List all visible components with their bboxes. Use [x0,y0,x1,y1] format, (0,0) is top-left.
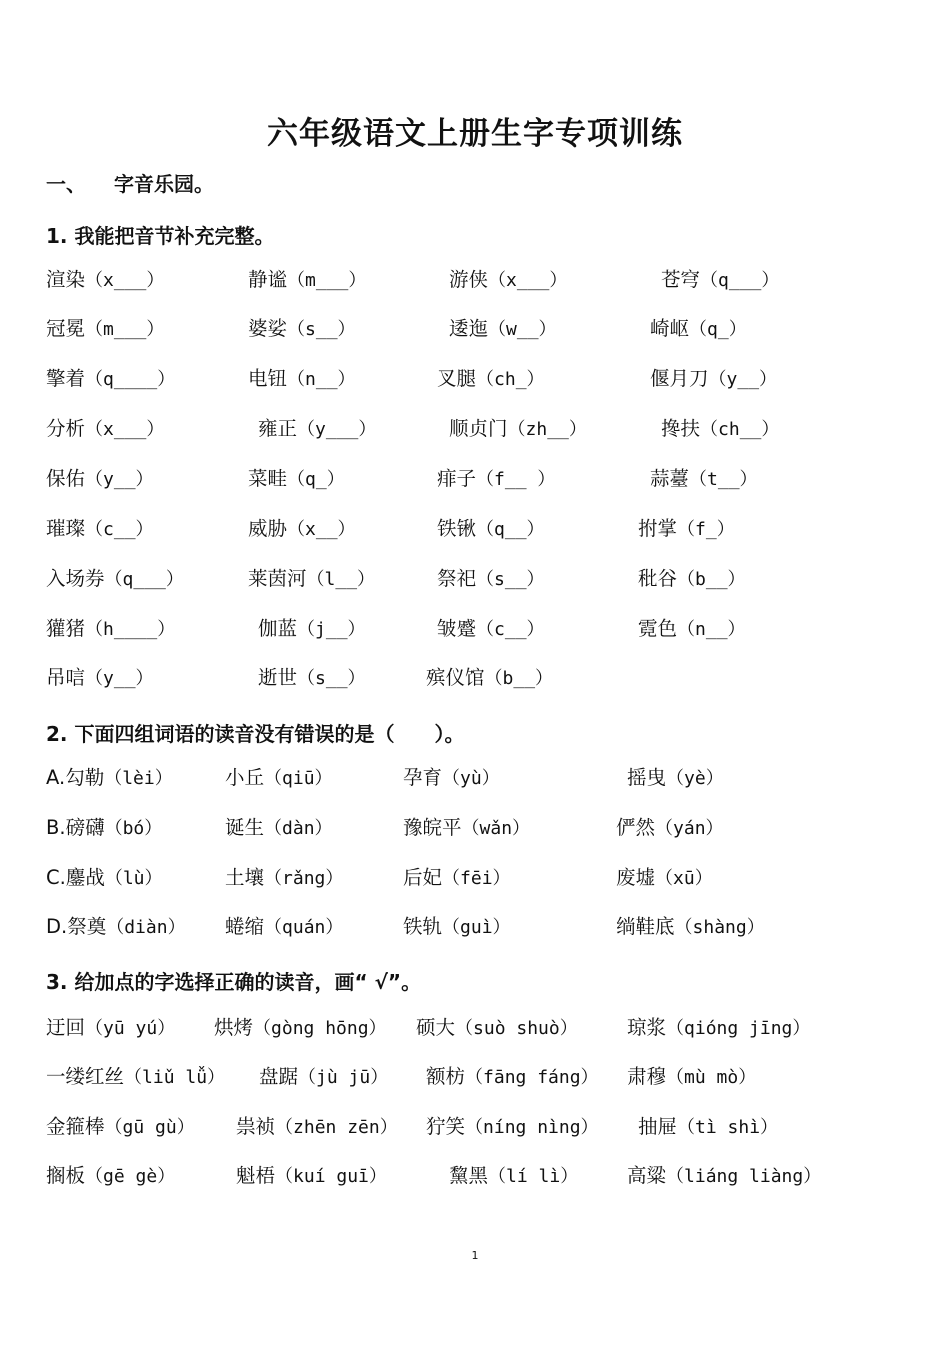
section-heading [46,168,214,197]
word-item [46,1013,175,1044]
word-text: 莱茵河 [248,567,307,590]
pinyin-hint: （x__） [287,519,356,540]
word-item [403,912,511,943]
pinyin-hint: （yán） [655,818,724,839]
list-item [0,763,950,793]
word-item [650,314,747,345]
word-item [46,314,164,345]
word-text: 琼浆 [627,1016,667,1039]
word-item [403,863,511,894]
pinyin-hint: （tì shì） [677,1117,779,1138]
word-item [248,464,345,495]
list-item [0,813,950,843]
list-item [0,514,950,544]
pinyin-hint: （y___） [297,419,377,440]
word-text: 搀扶 [661,417,701,440]
word-text: 豫皖平 [403,816,462,839]
pinyin-hint: （suò shuò） [455,1018,578,1039]
pinyin-hint: （níng nìng） [465,1117,599,1138]
pinyin-hint: （gòng hōng） [253,1018,387,1039]
word-item [46,1062,225,1093]
word-text: 婆娑 [248,317,288,340]
word-item [627,1062,756,1093]
word-item [258,663,366,694]
word-text: B.磅礴 [46,816,105,839]
word-item [248,514,356,545]
word-item [46,265,164,296]
word-text: D.祭奠 [46,915,107,938]
section-label: 字音乐园。 [114,172,214,196]
word-item [214,1013,387,1044]
word-text: 逶迤 [449,317,489,340]
list-item [0,1062,950,1092]
pinyin-hint: （b__） [484,668,554,689]
question-2-heading: 2. 下面四组词语的读音没有错误的是（ ）。 [46,722,465,746]
word-text: 威胁 [248,517,288,540]
word-item [46,912,186,943]
word-text: 游侠 [449,268,489,291]
pinyin-hint: （m___） [287,270,367,291]
word-item [650,364,777,395]
word-item [616,813,724,844]
pinyin-hint: （y__） [85,668,154,689]
word-item [248,265,366,296]
word-item [627,763,724,794]
word-item [616,863,713,894]
pinyin-hint: （m___） [85,319,165,340]
word-item [259,1062,388,1093]
question-3-heading: 3. 给加点的字选择正确的读音，画“ √”。 [46,970,422,994]
word-item [46,564,184,595]
word-item [46,663,154,694]
pinyin-hint: （y__） [708,369,778,390]
word-text: 绱鞋底 [616,915,675,938]
pinyin-hint: （x___） [488,270,568,291]
pinyin-hint: （qiū） [264,768,333,789]
word-text: 菜畦 [248,467,288,490]
pinyin-hint: （dàn） [264,818,333,839]
word-item [46,813,162,844]
pinyin-hint: （q___） [104,569,184,590]
word-text: 祟祯 [236,1115,276,1138]
word-item [225,863,343,894]
pinyin-hint: （gū gù） [104,1117,195,1138]
pinyin-hint: （b__） [677,569,746,590]
word-text: 吊唁 [46,666,86,689]
list-item [0,464,950,494]
pinyin-hint: （j__） [297,619,366,640]
list-item [0,663,950,693]
word-text: 皱蹙 [437,617,477,640]
word-text: 秕谷 [638,567,678,590]
word-item [426,1112,599,1143]
word-text: 保佑 [46,467,86,490]
pinyin-hint: （s__） [297,668,366,689]
pinyin-hint: （fāng fáng） [465,1067,599,1088]
word-text: 小丘 [225,766,265,789]
list-item [0,414,950,444]
word-item [638,514,735,545]
word-text: 铁锹 [437,517,477,540]
pinyin-hint: （fēi） [442,868,511,889]
word-item [437,614,545,645]
word-item [437,514,545,545]
word-item [426,1062,599,1093]
word-text: 俨然 [616,816,656,839]
word-item [449,265,567,296]
word-item [437,364,545,395]
word-text: 诞生 [225,816,265,839]
pinyin-hint: （n__） [287,369,356,390]
pinyin-hint: （y__） [85,469,154,490]
word-item [225,813,333,844]
pinyin-hint: （rǎng） [264,868,344,889]
word-item [258,414,376,445]
word-text: 伽蓝 [258,617,298,640]
list-item [0,265,950,295]
pinyin-hint: （kuí guī） [275,1166,387,1187]
word-text: 痱子 [437,467,477,490]
list-item [0,863,950,893]
pinyin-hint: （shàng） [674,917,765,938]
word-item [46,1112,195,1143]
word-text: 霓色 [638,617,678,640]
word-item [46,763,173,794]
list-item [0,314,950,344]
pinyin-hint: （lí lì） [488,1166,579,1187]
word-text: 蜷缩 [225,915,265,938]
word-text: 废墟 [616,866,656,889]
pinyin-hint: （x___） [85,270,165,291]
word-item [46,414,164,445]
word-text: 分析 [46,417,86,440]
word-text: 一缕红丝 [46,1065,125,1088]
word-item [46,464,154,495]
pinyin-hint: （wǎn） [461,818,531,839]
word-item [248,564,375,595]
word-item [236,1112,398,1143]
word-item [638,1112,778,1143]
word-item [661,265,779,296]
list-item [0,1112,950,1142]
word-text: A.勾勒 [46,766,105,789]
word-item [225,763,333,794]
word-item [426,663,553,694]
pinyin-hint: （zh__） [507,419,587,440]
word-text: 电钮 [248,367,288,390]
pinyin-hint: （lèi） [104,768,173,789]
word-item [661,414,779,445]
word-text: 黧黑 [449,1164,489,1187]
word-item [449,314,557,345]
word-text: 搁板 [46,1164,86,1187]
word-text: 擎着 [46,367,86,390]
pinyin-hint: （yù） [442,768,500,789]
word-text: 孕育 [403,766,443,789]
word-text: 高粱 [627,1164,667,1187]
word-text: 后妃 [403,866,443,889]
list-item [0,364,950,394]
pinyin-hint: （t__） [689,469,758,490]
word-text: 逝世 [258,666,298,689]
pinyin-hint: （q_） [689,319,747,340]
word-item [627,1013,810,1044]
word-text: 烘烤 [214,1016,254,1039]
pinyin-hint: （lù） [104,868,163,889]
pinyin-hint: （f_） [677,519,735,540]
word-text: 狞笑 [426,1115,466,1138]
word-item [403,763,500,794]
pinyin-hint: （c__） [85,519,154,540]
pinyin-hint: （x___） [85,419,165,440]
word-text: 冠冕 [46,317,86,340]
pinyin-hint: （guì） [442,917,511,938]
word-item [616,912,765,943]
pinyin-hint: （q___） [700,270,780,291]
word-text: 魁梧 [236,1164,276,1187]
word-text: 渲染 [46,268,86,291]
pinyin-hint: （ch_） [476,369,545,390]
word-text: 崎岖 [650,317,690,340]
pinyin-hint: （q____） [85,369,176,390]
pinyin-hint: （s__） [287,319,356,340]
pinyin-hint: （qióng jīng） [666,1018,811,1039]
pinyin-hint: （jù jū） [298,1067,389,1088]
word-text: 蒜薹 [650,467,690,490]
list-item [0,1161,950,1191]
pinyin-hint: （yè） [666,768,724,789]
word-item [449,1161,578,1192]
word-text: 獾猪 [46,617,86,640]
pinyin-hint: （h____） [85,619,176,640]
word-item [46,1161,175,1192]
list-item [0,614,950,644]
word-item [650,464,758,495]
page-number: 1 [471,1249,479,1262]
page-title: 六年级语文上册生字专项训练 [267,116,683,152]
pinyin-hint: （mù mò） [666,1067,757,1088]
word-text: 额枋 [426,1065,466,1088]
pinyin-hint: （f__ ） [476,469,556,490]
pinyin-hint: （quán） [264,917,344,938]
pinyin-hint: （xū） [655,868,713,889]
list-item [0,1013,950,1043]
word-text: C.鏖战 [46,866,105,889]
word-item [627,1161,821,1192]
question-1-heading: 1. 我能把音节补充完整。 [46,224,275,248]
word-item [403,813,530,844]
word-text: 璀璨 [46,517,86,540]
word-text: 静谧 [248,268,288,291]
pinyin-hint: （n__） [677,619,746,640]
word-item [437,564,545,595]
word-text: 硕大 [416,1016,456,1039]
pinyin-hint: （c__） [476,619,545,640]
word-text: 殡仪馆 [426,666,485,689]
word-text: 苍穹 [661,268,701,291]
list-item [0,564,950,594]
pinyin-hint: （ch__） [700,419,780,440]
word-item [416,1013,578,1044]
word-text: 迂回 [46,1016,86,1039]
pinyin-hint: （l__） [306,569,376,590]
word-text: 雍正 [258,417,298,440]
word-text: 入场券 [46,567,105,590]
pinyin-hint: （bó） [104,818,163,839]
word-text: 偃月刀 [650,367,709,390]
word-text: 土壤 [225,866,265,889]
word-text: 祭祀 [437,567,477,590]
word-item [46,863,163,894]
word-item [236,1161,387,1192]
section-number: 一、 [46,172,86,196]
word-text: 铁轨 [403,915,443,938]
pinyin-hint: （gē gè） [85,1166,176,1187]
list-item [0,912,950,942]
pinyin-hint: （yū yú） [85,1018,176,1039]
word-text: 盘踞 [259,1065,299,1088]
word-item [638,614,746,645]
word-item [248,314,356,345]
word-item [225,912,343,943]
word-text: 金箍棒 [46,1115,105,1138]
word-item [638,564,746,595]
word-text: 抽屉 [638,1115,678,1138]
word-text: 叉腿 [437,367,477,390]
pinyin-hint: （q__） [476,519,545,540]
word-item [258,614,366,645]
word-text: 摇曳 [627,766,667,789]
word-item [46,514,154,545]
word-text: 肃穆 [627,1065,667,1088]
pinyin-hint: （zhēn zēn） [275,1117,398,1138]
word-text: 拊掌 [638,517,678,540]
pinyin-hint: （diàn） [106,917,186,938]
word-item [449,414,587,445]
pinyin-hint: （q_） [287,469,345,490]
word-item [46,364,175,395]
pinyin-hint: （liǔ lǚ） [124,1067,226,1088]
pinyin-hint: （liáng liàng） [666,1166,822,1187]
word-item [46,614,175,645]
word-item [437,464,555,495]
word-item [248,364,356,395]
pinyin-hint: （w__） [488,319,557,340]
pinyin-hint: （s__） [476,569,545,590]
word-text: 顺贞门 [449,417,508,440]
